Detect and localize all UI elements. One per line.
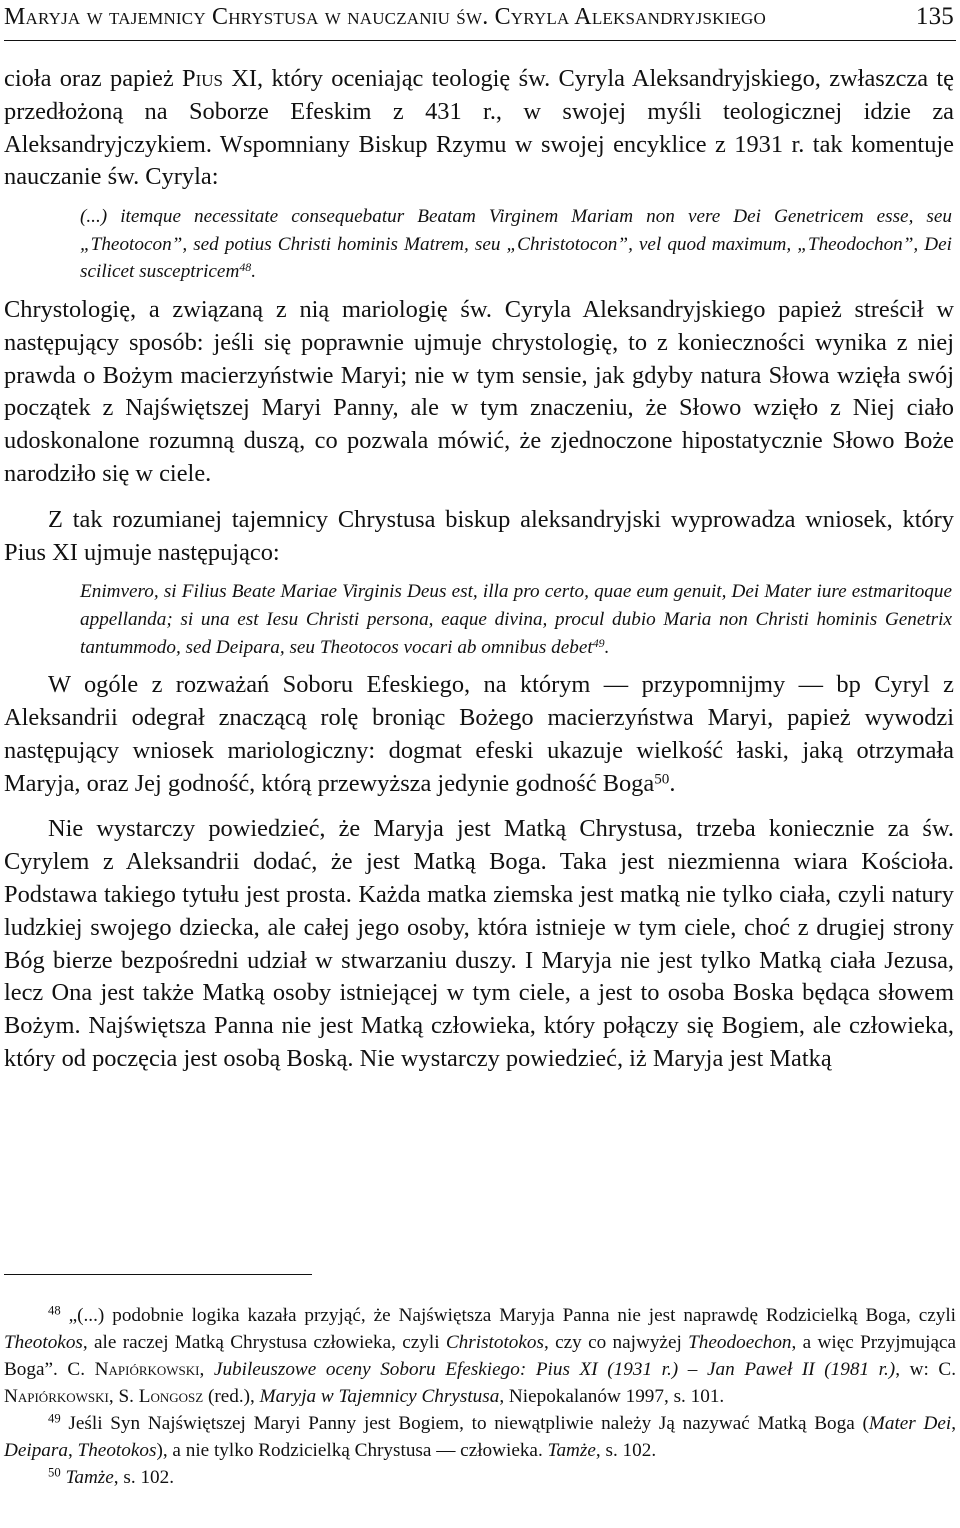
latin-quote-1: (...) itemque necessitate consequebatur Beatam Virginem Mariam non vere Dei Genetricem esse, seu „Theotocon”, sed potius Christi hominis Matrem, seu „Christotocon”, vel quod maximum, „Theodochon”, Dei scilicet susceptricem$^{48}$.: [80, 206, 952, 283]
p4-text: W ogóle z rozważań Soboru Efeskiego, na którym — przypomnijmy — bp Cyryl z Aleksandrii odegrał znaczącą rolę broniąc Bożego macierzyństwa Maryi, papież wywodzi następujący wniosek mariologiczny: dogmat efeski ukazuje wielkość łaski, jaką otrzymała Maryja, oraz Jej godność, którą przewyższa jedynie godność Boga: [4, 671, 954, 797]
fn48-text: „(...) podobnie logika kazała przyjąć, że Najświętsza Maryja Panna nie jest naprawdę Rodzicielką Boga, czyli: [68, 1305, 957, 1326]
fn48-text: , a więc Przyjmująca Boga”. C.: [4, 1332, 956, 1380]
fn48-title: Maryja w Tajemnicy Chrystusa: [259, 1386, 500, 1407]
footnote-ref-48: 48: [239, 260, 252, 275]
fn48-text: , w: C.: [895, 1359, 956, 1380]
fn49-text: , s. 102.: [595, 1440, 657, 1461]
running-head: [4, 2, 954, 32]
fn49-text: ,: [951, 1413, 957, 1434]
fn48-text: , S.: [108, 1386, 139, 1407]
fn49-text: Jeśli Syn Najświętszej Maryi Panny jest Bogiem, to niewątpliwie należy Ją nazywać Matką Boga (: [68, 1413, 869, 1434]
fn48-italic: Theotokos: [4, 1332, 83, 1353]
fn50-text: , s. 102.: [113, 1467, 175, 1488]
p1-text-b: XI, który oceniając teologię św. Cyryla Aleksandryjskiego, zwłaszcza tę przedłożoną na Soborze Efeskim z 431 r., w swojej myśli teologicznej idzie za Aleksandryjczykiem. Wspomniany Biskup Rzymu w swojej encyklice z 1931 r. tak komentuje nauczanie św. Cyryla:: [4, 65, 954, 191]
fn49-italic: Mater Dei: [868, 1413, 952, 1434]
footnote-number: 48: [48, 1303, 61, 1318]
footnote-49: [4, 1410, 956, 1464]
fn48-text: , czy co najwyżej: [543, 1332, 689, 1353]
fn48-title: Jubileuszowe oceny Soboru Efeskiego: Pius XI (1931 r.) – Jan Paweł II (1981 r.): [213, 1359, 896, 1380]
fn48-author: Napiórkowski: [4, 1386, 109, 1407]
fn48-text: ,: [199, 1359, 214, 1380]
fn48-italic: Theodoechon: [688, 1332, 792, 1353]
footnote-ref-50: 50: [654, 770, 670, 787]
header-rule: [4, 40, 956, 41]
fn48-text: , Niepokalanów 1997, s. 101.: [499, 1386, 725, 1407]
fn48-author: Napiórkowski: [94, 1359, 200, 1380]
p1-pius: Pius: [182, 65, 223, 92]
fn49-italic: Theotokos: [77, 1440, 157, 1461]
latin-quote-2: Enimvero, si Filius Beate Mariae Virginis Deus est, illa pro certo, quae eum genuit, Dei Mater iure estmaritoque appellanda; si una est Iesu Christi persona, eaque divina, procul dubio Maria non Christi hominis Genetrix tantummodo, sed Deipara, seu Theotocos vocari ab omnibus debet$^{49}$.: [80, 581, 952, 658]
fn49-italic: Tamże: [547, 1440, 596, 1461]
fn49-italic: Deipara: [4, 1440, 68, 1461]
footnote-50: [4, 1464, 956, 1491]
paragraph-4: W ogóle z rozważań Soboru Efeskiego, na którym — przypomnijmy — bp Cyryl z Aleksandrii odegrał znaczącą rolę broniąc Bożego macierzyństwa Maryi, papież wywodzi następujący wniosek mariologiczny: dogmat efeski ukazuje wielkość łaski, jaką otrzymała Maryja, oraz Jej godność, którą przewyższa jedynie godność Boga$^{50}$.: [4, 671, 954, 797]
paragraph-2: Chrystologię, a związaną z nią mariologię św. Cyryla Aleksandryjskiego papież streścił w następujący sposób: jeśli się poprawnie ujmuje chrystologię, to z konieczności wynika z niej prawda o Bożym macierzyństwie Maryi; nie w tym sensie, jak gdyby natura Słowa wzięła swój początek z Najświętszej Maryi Panny, ale w tym znaczeniu, że Słowo wzięło z Niej ciało udoskonalone rozumną duszą, co pozwala mówić, że zjednoczone hipostatycznie Słowo Boże narodziło się w ciele.: [4, 295, 954, 487]
quote-1-text: (...) itemque necessitate consequebatur Beatam Virginem Mariam non vere Dei Genetricem esse, seu „Theotocon”, sed potius Christi hominis Matrem, seu „Christotocon”, vel quod maximum, „Theodochon”, Dei scilicet susceptricem: [80, 206, 952, 283]
main-text: [4, 63, 954, 1076]
footnote-ref-49: 49: [592, 635, 605, 650]
footnote-number: 50: [48, 1465, 61, 1480]
fn48-author: Longosz: [138, 1386, 204, 1407]
fn48-text: (red.),: [203, 1386, 260, 1407]
footnote-rule: [4, 1274, 312, 1275]
running-title: Maryja w tajemnicy Chrystusa w nauczaniu św. Cyryla Aleksandryjskiego: [4, 4, 766, 30]
fn50-italic: Tamże: [65, 1467, 114, 1488]
paragraph-1: [4, 63, 954, 194]
quote-2-text: Enimvero, si Filius Beate Mariae Virginis Deus est, illa pro certo, quae eum genuit, Dei Mater iure estmaritoque appellanda; si una est Iesu Christi persona, eaque divina, procul dubio Maria non Christi hominis Genetrix tantummodo, sed Deipara, seu Theotocos vocari ab omnibus debet: [80, 581, 952, 658]
page: [4, 0, 957, 1528]
fn48-italic: Christotokos: [445, 1332, 544, 1353]
footnotes: [4, 1302, 956, 1491]
paragraph-3: Z tak rozumianej tajemnicy Chrystusa biskup aleksandryjski wyprowadza wniosek, który Pius XI ujmuje następująco:: [4, 505, 954, 566]
footnote-number: 49: [48, 1411, 61, 1426]
footnote-48: [4, 1302, 956, 1410]
page-number: 135: [915, 3, 954, 30]
fn48-text: , ale raczej Matką Chrystusa człowieka, czyli: [82, 1332, 446, 1353]
paragraph-5: Nie wystarczy powiedzieć, że Maryja jest Matką Chrystusa, trzeba koniecznie za św. Cyrylem z Aleksandrii dodać, że jest Matką Boga. Taka jest niezmienna wiara Kościoła. Podstawa takiego tytułu jest prosta. Każda matka ziemska jest matką nie tylko ciała, czyli natury ludzkiej swojego dziecka, ale całej jego osoby, która istnieje w tym ciele, choć z drugiej strony Bóg bierze bezpośredni udział w stwarzaniu duszy. I Maryja nie jest tylko Matką ciała Jezusa, lecz Ona jest także Matką osoby istniejącej w tym ciele, a jest to osoba Boska będąca słowem Bożym. Najświętsza Panna nie jest Matką człowieka, który połączy się Bogiem, ale człowieka, który od poczęcia jest osobą Boską. Nie wystarczy powiedzieć, iż Maryja jest Matką: [4, 815, 954, 1072]
p1-text-a: cioła oraz papież: [4, 65, 183, 92]
fn49-text: ), a nie tylko Rodzicielką Chrystusa — człowieka.: [156, 1440, 548, 1461]
fn49-text: ,: [67, 1440, 78, 1461]
